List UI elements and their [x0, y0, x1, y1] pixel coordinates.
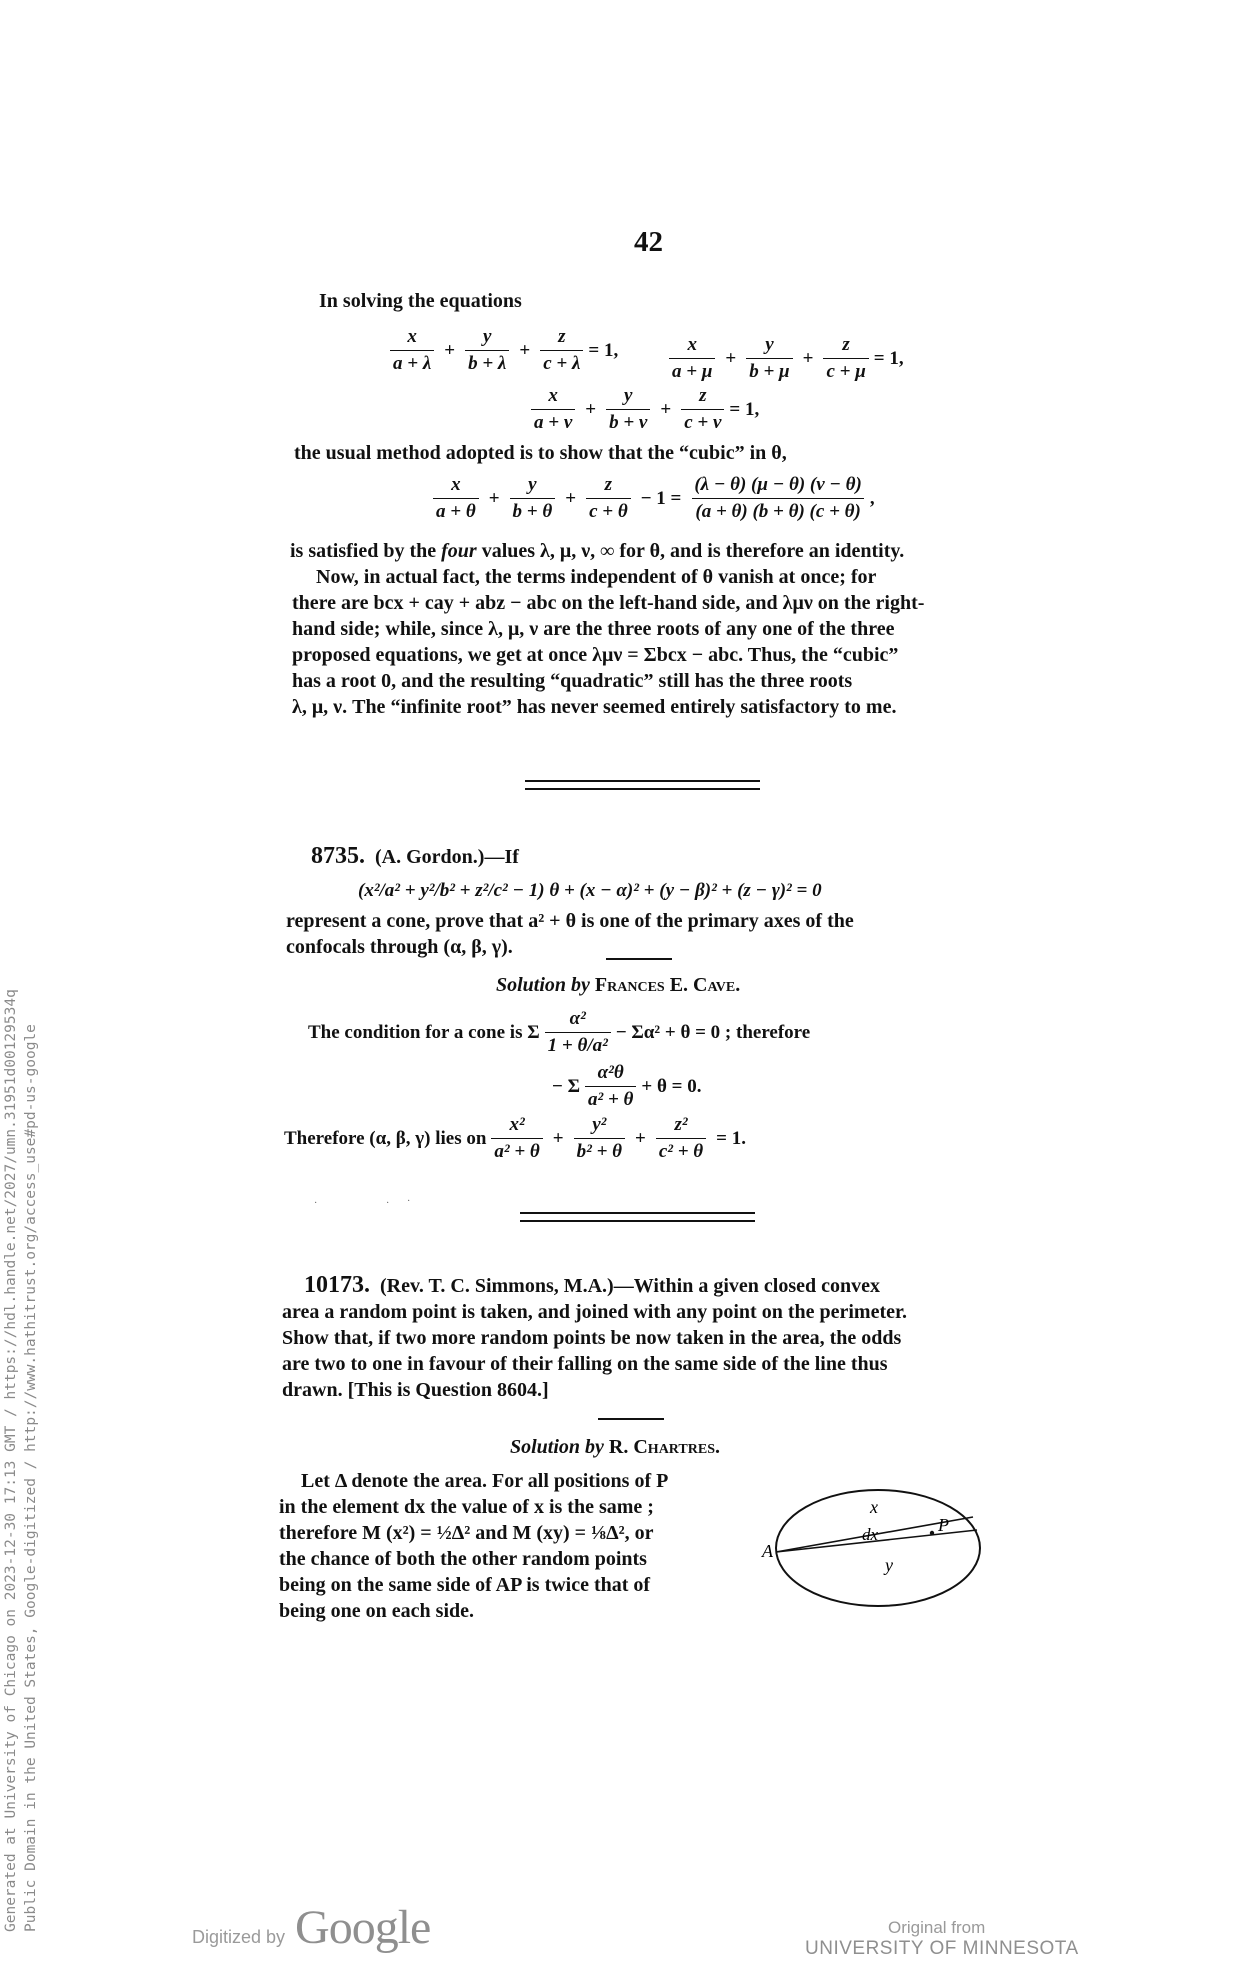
label-p: P [938, 1515, 949, 1535]
solution-10173-text: Let Δ denote the area. For all positions of P in the element dx the value of x is the same ; therefore M (x²) = ½Δ² and M (xy) = ⅛Δ², or the chance of both the other random points being on the same side of AP is twice that of being one on each side. [279, 1470, 669, 1622]
hathitrust-margin [0, 0, 44, 1962]
original-from-label: Original from [888, 1918, 986, 1937]
speck: · [386, 1198, 390, 1209]
page-number: 42 [634, 226, 663, 258]
label-y: y [885, 1555, 893, 1575]
equation-confocal: Therefore (α, β, γ) lies on $\frac{\text{x²}}{\text{a² + θ}}$ + $\frac{\text{y²}}{\text{b² + θ}}$ + $\frac{\text{z²}}{\text{c² + θ}}$ = 1. [284, 1114, 746, 1162]
question-8735-text: represent a cone, prove that a² + θ is one of the primary axes of the confocals through (α, β, γ). [286, 910, 854, 958]
short-rule [598, 1418, 664, 1420]
google-logo: Google [295, 1901, 431, 1954]
equation-cone-condition: The condition for a cone is Σ $\frac{\text{α²}}{\text{1 + θ/a²}}$ − Σα² + θ = 0 ; therefore [308, 1008, 811, 1056]
identity-line: is satisfied by the four values λ, μ, ν, ∞ for θ, and is therefore an identity. [290, 540, 905, 562]
digitized-by-google [192, 1900, 430, 1955]
intro-paragraph: Now, in actual fact, the terms independent of θ vanish at once; for there are bcx + cay + abz − abc on the left-hand side, and λμν on the right- hand side; while, since λ, μ, ν are the three roots of any one of the three proposed equations, we get at once λμν = Σbcx − abc. Thus, the “cubic” has a root 0, and the resulting “quadratic” still has the three roots λ, μ, ν. The “infinite root” has never seemed entirely satisfactory to me. [292, 566, 925, 718]
solution-heading-10173: Solution by R. Chartres. [510, 1436, 720, 1458]
short-rule [606, 958, 672, 960]
speck: · [407, 1196, 411, 1207]
point-p-dot [930, 1531, 934, 1535]
intro-cubic-line: the usual method adopted is to show that the “cubic” in θ, [294, 442, 787, 464]
question-10173-text: 10173. (Rev. T. C. Simmons, M.A.)—Within a given closed convex area a random point is taken, and joined with any point on the perimeter. Show that, if two more random points be now taken in the area, the odds are two to one in favour of their falling on the same side of the line thus drawn. [This is Question 8604.] [282, 1272, 908, 1401]
label-dx: dx [862, 1525, 879, 1544]
equation-sum-zero: − Σ $\frac{\text{α²θ}}{\text{a² + θ}}$ + θ = 0. [552, 1062, 702, 1110]
label-x: x [870, 1497, 878, 1517]
question-8735-heading: 8735. (A. Gordon.)—If [311, 843, 519, 869]
university-label: UNIVERSITY OF MINNESOTA [805, 1938, 1079, 1959]
equation-nu: $\frac{x}{a + \nu}$ + $\frac{y}{b + \nu}$ + $\frac{z}{c + \nu}$ = 1, [526, 385, 759, 434]
section-divider [520, 1212, 755, 1222]
margin-public-domain-line: Public Domain in the United States, Google-digitized / http://www.hathitrust.org/access_use#pd-us-google [23, 1024, 39, 1932]
equation-mu: $\frac{x}{a + \mu}$ + $\frac{y}{b + \mu}$ + $\frac{z}{c + \mu}$ = 1, [664, 334, 904, 383]
question-number: 10173. [304, 1272, 370, 1298]
speck: · [314, 1198, 318, 1209]
section-divider [525, 780, 760, 790]
convex-area-diagram [760, 1478, 990, 1618]
label-a: A [762, 1541, 773, 1561]
equation-lambda: $\frac{x}{a + \lambda}$ + $\frac{y}{b + \lambda}$ + $\frac{z}{c + \lambda}$ = 1, [385, 326, 618, 375]
margin-generated-line: Generated at University of Chicago on 2023-12-30 17:13 GMT / https://hdl.handle.net/2027/umn.31951d00129534q [3, 989, 19, 1932]
intro-line: In solving the equations [319, 290, 522, 312]
question-number: 8735. [311, 843, 365, 869]
solution-heading-8735: Solution by Frances E. Cave. [496, 974, 741, 996]
digitized-by-label: Digitized by [192, 1927, 286, 1947]
equation-cone: (x²/a² + y²/b² + z²/c² − 1) θ + (x − α)² + (y − β)² + (z − γ)² = 0 [358, 880, 822, 901]
equation-cubic: $\frac{x}{a + \theta}$ + $\frac{y}{b + \theta}$ + $\frac{z}{c + \theta}$ − 1 = $\frac{(\lambda - \theta) (\mu - \theta) (\nu - \theta)}{(a + \theta) (b + \theta) (c + \theta)}$ , [428, 474, 875, 523]
